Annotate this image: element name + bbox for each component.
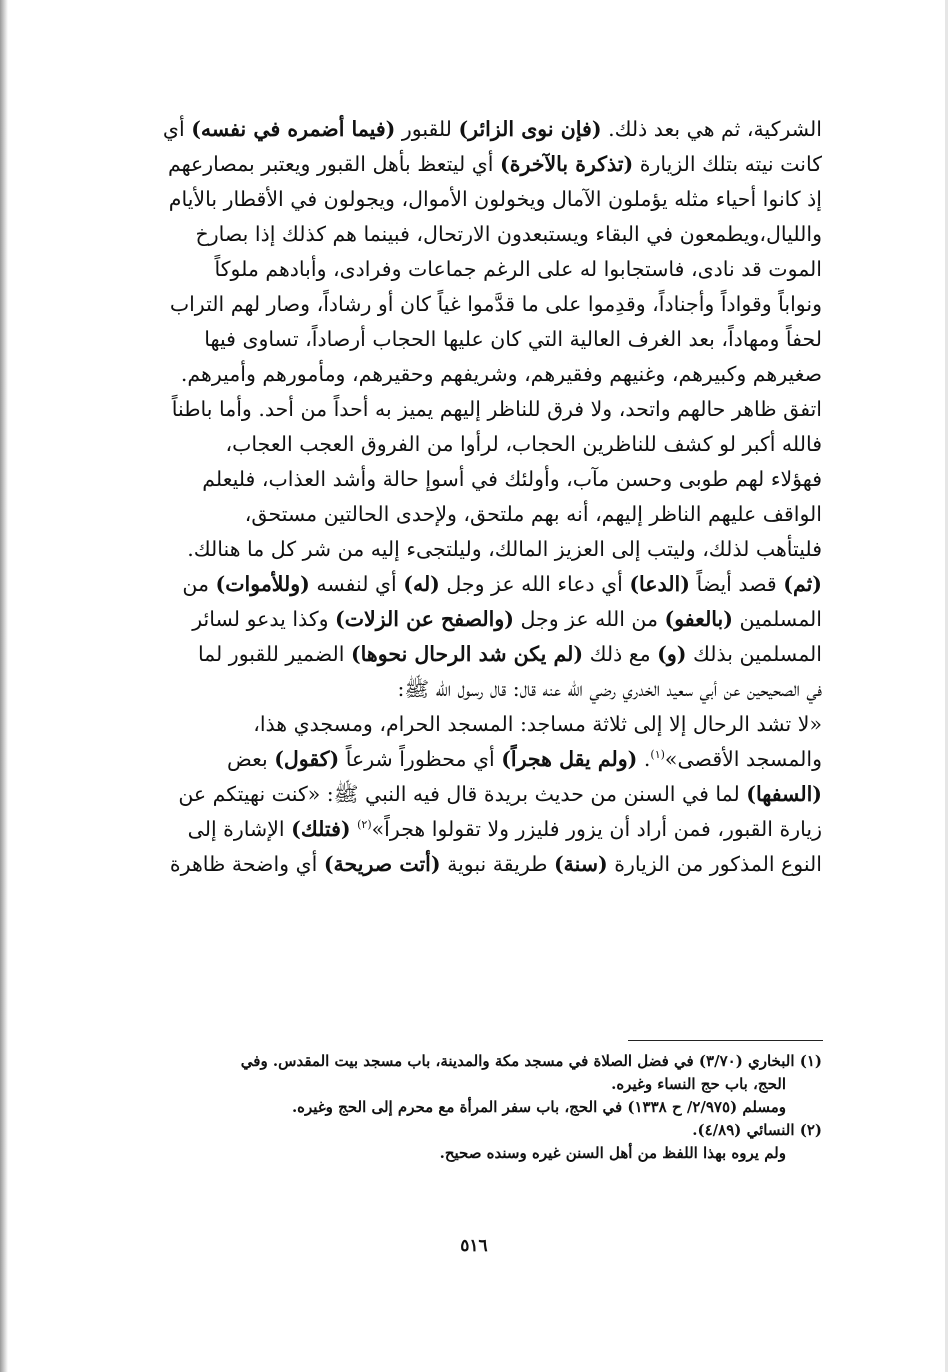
body-text-run: وكذا يدعو لسائر [192,607,335,631]
bold-phrase: (كقول) [274,747,340,771]
bold-phrase: (بالعفو) [664,607,733,631]
body-line [100,462,822,497]
body-line [100,357,822,392]
page-binding-edge [0,0,8,1372]
body-text-run: فهؤلاء لهم طوبى وحسن مآب، وأولئك في أسوإ حالة وأشد العذاب، فليعلم [202,467,822,491]
footnote-line: الحج، باب حج النساء وغيره. [611,1075,786,1093]
bold-phrase: (لم يكن شد الرحال نحوها) [350,642,584,666]
bold-phrase: (ثم) [783,572,822,596]
body-text-run: للقبور [395,117,459,141]
body-text-run: الموت قد نادى، فاستجابوا له على الرغم جماعات وفرادى، وأبادهم ملوكاً [214,257,822,281]
bold-phrase: (له) [403,572,440,596]
footnote-line: ولم يروه بهذا اللفظ من أهل السنن غيره وسنده صحيح. [439,1144,786,1162]
body-line [100,672,822,707]
body-text-run: مع ذلك [583,642,658,666]
body-line [100,287,822,322]
body-text-run: صغيرهم وكبيرهم، وغنيهم وفقيرهم، وشريفهم وحقيرهم، ومأمورهم وأميرهم. [180,362,822,386]
body-line [100,777,822,812]
footnote-marker: (١) [650,748,665,762]
bold-phrase: (تذكرة بالآخرة) [500,152,634,176]
bold-phrase: (ولم يقل هجراً) [501,747,638,771]
body-line [100,182,822,217]
body-text-run: كانت نيته بتلك الزيارة [633,152,822,176]
bold-phrase: (فتلك) [291,817,351,841]
bold-phrase: (أتت صريحة) [323,852,441,876]
footnotes [100,1050,822,1165]
body-line [100,497,822,532]
body-text-run: أي محظوراً شرعاً [339,747,502,771]
footnote-marker: (٢) [357,818,372,832]
body-line [100,567,822,602]
body-text-run: المسلمين [732,607,822,631]
bold-phrase: (فيما أضمره في نفسه) [191,117,396,141]
body-text-run: أي دعاء الله عز وجل [439,572,630,596]
body-text-run: اتفق ظاهر حالهم واتحد، ولا فرق للناظر إليهم يميز به أحداً من أحد. وأما باطناً [171,397,822,421]
body-line [100,427,822,462]
bold-phrase: (والصفح عن الزلات) [335,607,514,631]
body-text-run: النوع المذكور من الزيارة [607,852,822,876]
body-text-run: الضمير للقبور لما [197,642,351,666]
body-text-run: لحفاً ومهاداً، بعد الغرف العالية التي كان عليها الحجاب أرصاداً، تساوى فيها [204,327,822,351]
body-line [100,847,822,882]
body-line [100,112,822,147]
body-text-run: فليتأهب لذلك، وليتب إلى العزيز المالك، وليلتجىء إليه من شر كل ما هنالك. [187,537,822,561]
body-text-run: إذ كانوا أحياء مثله يؤملون الآمال ويخولون الأموال، ويجولون في الأقطار بالأيام [168,187,822,211]
body-line [100,392,822,427]
bold-phrase: (وللأموات) [215,572,310,596]
body-text-run: الشركية، ثم هي بعد ذلك. [601,117,822,141]
body-text-run: والليال،ويطمعون في البقاء ويستبعدون الارتحال، فبينما هم كذلك إذا بصارخ [195,222,822,246]
body-line [100,252,822,287]
body-text-run: «لا تشد الرحال إلا إلى ثلاثة مساجد: المسجد الحرام، ومسجدي هذا، [253,712,822,736]
body-text-run: قصد أيضاً [689,572,784,596]
body-text-run: والمسجد الأقصى» [664,747,822,771]
body-text-run: من الله عز وجل [513,607,665,631]
footnote-line: (٢) النسائي (٤/٨٩). [692,1121,822,1139]
body-text-run: بعض [226,747,275,771]
body-line [100,707,822,742]
body-text-run: زيارة القبور، فمن أراد أن يزور فليزر ولا تقولوا هجراً» [371,817,822,841]
body-line [100,812,822,847]
footnote-separator [628,1040,823,1041]
body-line [100,602,822,637]
footnote-line: (١) البخاري (٣/٧٠) في فضل الصلاة في مسجد مكة والمدينة، باب مسجد بيت المقدس. وفي [240,1052,822,1070]
body-line [100,742,822,777]
body-text-run: الواقف عليهم الناظر إليهم، أنه بهم ملتحق، ولإحدى الحالتين مستحق، [244,502,822,526]
body-text-run: المسلمين بذلك [686,642,822,666]
body-text-run: أي ليتعظ بأهل القبور ويعتبر بمصارعهم [167,152,501,176]
body-text-run: أي [162,117,192,141]
bold-phrase: (الدعا) [629,572,690,596]
bold-phrase: (فإن نوى الزائر) [458,117,602,141]
body-text-run: الإشارة إلى [187,817,292,841]
bold-phrase: (و) [657,642,687,666]
body-text-run: في الصحيحين عن أبي سعيد الخدري رضي الله عنه قال: قال رسول الله ﷺ: [397,677,822,701]
footnote-line: ومسلم (٢/٩٧٥/ ح ١٣٣٨) في الحج، باب سفر المرأة مع محرم إلى الحج وغيره. [291,1098,786,1116]
page-number: ٥١٦ [460,1236,488,1256]
body-line [100,147,822,182]
bold-phrase: (السفها) [746,782,822,806]
body-text-run: فالله أكبر لو كشف للناظرين الحجاب، لرأوا من الفروق العجب العجاب، [225,432,822,456]
bold-phrase: (سنة) [553,852,608,876]
body-text-run: طريقة نبوية [440,852,554,876]
body-line [100,217,822,252]
body-line [100,637,822,672]
body-text [100,112,822,882]
body-text-run: لما في السنن من حديث بريدة قال فيه النبي ﷺ: «كنت نهيتكم عن [178,782,747,806]
body-line [100,322,822,357]
body-text-run: أي لنفسه [309,572,404,596]
body-text-run: . [637,747,651,771]
body-text-run: ونواباً وقواداً وأجناداً، وقدِموا على ما قدَّموا غياً كان أو رشاداً، وصار لهم التراب [169,292,822,316]
body-text-run: من [182,572,216,596]
body-text-run: أي واضحة ظاهرة [169,852,324,876]
body-line [100,532,822,567]
